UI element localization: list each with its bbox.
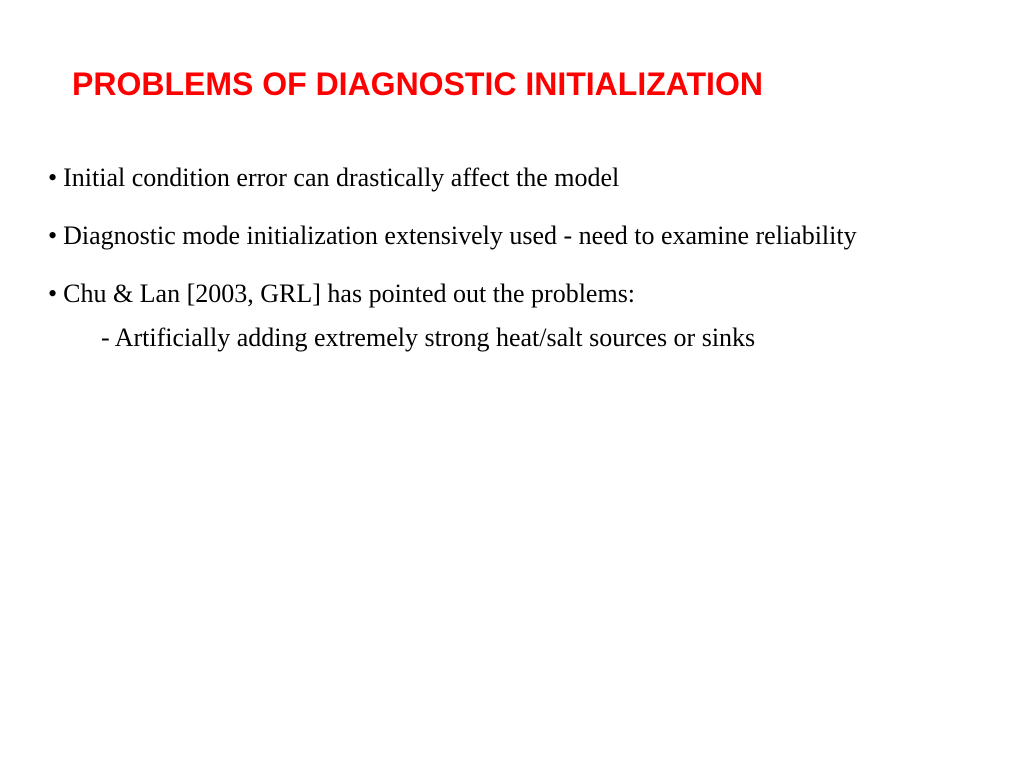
bullet-text: Chu & Lan [2003, GRL] has pointed out the problems: bbox=[63, 279, 636, 308]
bullet-item-chu-lan bbox=[48, 274, 903, 314]
bullet-text: Diagnostic mode initialization extensively used - need to examine reliability bbox=[63, 221, 857, 250]
bullet-icon: • bbox=[48, 221, 58, 250]
bullet-text: Initial condition error can drastically affect the model bbox=[63, 163, 620, 192]
bullet-icon: • bbox=[48, 279, 58, 308]
bullet-icon: • bbox=[48, 163, 58, 192]
slide-body bbox=[48, 158, 903, 358]
bullet-item-initial-condition bbox=[48, 158, 903, 198]
sub-bullet-item-heat-salt: - Artificially adding extremely strong heat/salt sources or sinks bbox=[101, 323, 756, 352]
slide-title: PROBLEMS OF DIAGNOSTIC INITIALIZATION bbox=[72, 66, 763, 102]
bullet-item-diagnostic-mode bbox=[48, 216, 903, 256]
